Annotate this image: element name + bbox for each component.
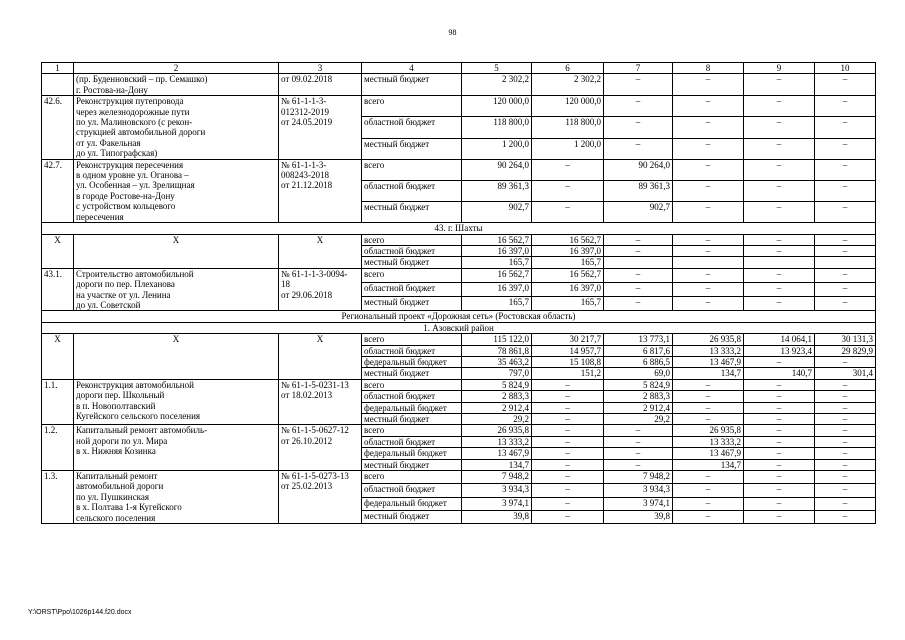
amount-cell: 3 934,3 [604,484,673,497]
amount-cell: 13 467,9 [462,448,532,459]
amount-cell: 29,2 [462,414,532,425]
amount-cell: 3 934,3 [462,484,532,497]
amount-cell: – [744,459,815,470]
amount-cell: – [815,448,876,459]
amount-cell: – [673,180,744,201]
amount-cell [744,257,815,268]
amount-cell: 6 817,6 [604,345,673,356]
amount-cell: – [673,117,744,138]
amount-cell: 39,8 [604,510,673,523]
amount-cell: – [532,484,604,497]
item-number: 1.1. [42,379,74,425]
amount-cell: – [673,96,744,117]
amount-cell: – [673,74,744,96]
amount-cell: 13 333,2 [462,436,532,447]
amount-cell: – [744,297,815,311]
section-title: 43. г. Шахты [42,223,876,234]
amount-cell: 2 883,3 [604,391,673,402]
amount-cell: – [744,201,815,222]
budget-source: федеральный бюджет [362,497,462,510]
amount-cell: – [532,497,604,510]
amount-cell: 16 397,0 [462,282,532,296]
amount-cell: – [532,201,604,222]
amount-cell: 151,2 [532,368,604,379]
header-cell: 1 [42,63,74,74]
item-name: Реконструкция автомобильной дороги пер. Школьный в п. Новополтавский Кугейского сельского поселения [74,379,279,425]
footer-file-path: Y:\ORST\Ppo\1026p144.f20.docx [28,609,132,616]
budget-source: местный бюджет [362,368,462,379]
amount-cell: 30 217,7 [532,334,604,345]
amount-cell: 165,7 [532,297,604,311]
header-cell: 3 [279,63,362,74]
item-number: Х [42,234,74,268]
page-number: 98 [448,28,457,37]
amount-cell: 165,7 [462,257,532,268]
amount-cell: 16 562,7 [462,234,532,245]
item-number: Х [42,334,74,380]
budget-source: местный бюджет [362,201,462,222]
amount-cell: – [815,234,876,245]
amount-cell: 165,7 [532,257,604,268]
item-document: от 09.02.2018 [279,74,362,96]
amount-cell: 14 064,1 [744,334,815,345]
amount-cell: 16 397,0 [532,282,604,296]
amount-cell: 301,4 [815,368,876,379]
amount-cell: – [604,245,673,256]
amount-cell: – [532,180,604,201]
amount-cell: 6 886,5 [604,356,673,367]
item-name: Капитальный ремонт автомобильной дороги по ул. Пушкинская в х. Полтава 1-я Кугейского сельского поселения [74,471,279,524]
amount-cell: – [815,74,876,96]
amount-cell: 7 948,2 [604,471,673,484]
amount-cell: – [673,379,744,390]
amount-cell: – [673,471,744,484]
item-document: № 61-1-1-3- 008243-2018 от 21.12.2018 [279,159,362,222]
amount-cell: – [744,268,815,282]
amount-cell: – [815,117,876,138]
item-document: № 61-1-1-3-0094- 18 от 29.06.2018 [279,268,362,311]
amount-cell: – [673,282,744,296]
section-row [42,223,876,234]
amount-cell: – [532,448,604,459]
budget-source: всего [362,425,462,436]
amount-cell: 30 131,3 [815,334,876,345]
amount-cell: – [815,379,876,390]
amount-cell: – [815,180,876,201]
amount-cell: 15 108,8 [532,356,604,367]
amount-cell: – [744,379,815,390]
header-cell: 4 [362,63,462,74]
amount-cell: – [532,436,604,447]
amount-cell: 16 397,0 [462,245,532,256]
budget-source: областной бюджет [362,436,462,447]
amount-cell: 13 923,4 [744,345,815,356]
header-cell: 7 [604,63,673,74]
amount-cell: 13 333,2 [673,436,744,447]
amount-cell: – [744,497,815,510]
amount-cell: – [673,201,744,222]
amount-cell: 26 935,8 [462,425,532,436]
table-row [42,379,876,390]
amount-cell: – [815,356,876,367]
amount-cell: 16 397,0 [532,245,604,256]
amount-cell: 78 861,8 [462,345,532,356]
amount-cell: 165,7 [462,297,532,311]
amount-cell: 16 562,7 [532,234,604,245]
amount-cell: – [744,96,815,117]
amount-cell: 35 463,2 [462,356,532,367]
amount-cell: – [532,425,604,436]
amount-cell: – [673,484,744,497]
item-document: Х [279,334,362,380]
budget-source: всего [362,471,462,484]
amount-cell: – [604,268,673,282]
amount-cell: – [673,138,744,159]
amount-cell: – [532,402,604,413]
amount-cell: 16 562,7 [462,268,532,282]
budget-source: местный бюджет [362,257,462,268]
budget-source: областной бюджет [362,117,462,138]
header-cell: 5 [462,63,532,74]
amount-cell: – [604,234,673,245]
amount-cell: 16 562,7 [532,268,604,282]
section-row [42,322,876,333]
amount-cell: 134,7 [673,459,744,470]
amount-cell: 5 824,9 [462,379,532,390]
amount-cell [604,257,673,268]
budget-source: федеральный бюджет [362,448,462,459]
amount-cell: – [532,159,604,180]
amount-cell: – [744,245,815,256]
amount-cell: 26 935,8 [673,425,744,436]
budget-source: областной бюджет [362,180,462,201]
amount-cell: – [532,459,604,470]
amount-cell: – [532,471,604,484]
budget-source: местный бюджет [362,510,462,523]
budget-source: всего [362,159,462,180]
amount-cell: 134,7 [673,368,744,379]
item-document: № 61-1-5-0273-13 от 25.02.2013 [279,471,362,524]
table-row [42,96,876,117]
table-row [42,268,876,282]
amount-cell: 13 773,1 [604,334,673,345]
amount-cell: – [604,436,673,447]
item-name: Строительство автомобильной дороги по пер. Плеханова на участке от ул. Ленина до ул. Советской [74,268,279,311]
amount-cell: – [815,201,876,222]
amount-cell: – [744,414,815,425]
item-number: 42.7. [42,159,74,222]
budget-source: всего [362,268,462,282]
amount-cell: – [532,414,604,425]
amount-cell: – [673,245,744,256]
amount-cell: – [673,497,744,510]
amount-cell: 797,0 [462,368,532,379]
amount-cell: – [604,74,673,96]
budget-source: областной бюджет [362,484,462,497]
table-row [42,334,876,345]
amount-cell: 902,7 [604,201,673,222]
amount-cell: 13 467,9 [673,448,744,459]
amount-cell: – [815,282,876,296]
amount-cell: – [744,471,815,484]
amount-cell: – [815,510,876,523]
budget-source: местный бюджет [362,459,462,470]
budget-source: местный бюджет [362,297,462,311]
amount-cell: – [815,459,876,470]
amount-cell: 902,7 [462,201,532,222]
amount-cell: 118 800,0 [532,117,604,138]
amount-cell: – [744,356,815,367]
amount-cell: 89 361,3 [604,180,673,201]
amount-cell: 13 333,2 [673,345,744,356]
table-row [42,159,876,180]
budget-source: всего [362,334,462,345]
amount-cell: 89 361,3 [462,180,532,201]
section-title: 1. Азовский район [42,322,876,333]
budget-source: всего [362,234,462,245]
amount-cell: – [815,436,876,447]
amount-cell: 120 000,0 [532,96,604,117]
budget-source: областной бюджет [362,391,462,402]
amount-cell: 115 122,0 [462,334,532,345]
amount-cell: – [815,138,876,159]
amount-cell: 90 264,0 [604,159,673,180]
amount-cell: – [604,459,673,470]
item-document: № 61-1-5-0231-13 от 18.02.2013 [279,379,362,425]
item-document: № 61-1-1-3- 012312-2019 от 24.05.2019 [279,96,362,159]
amount-cell: – [604,96,673,117]
amount-cell: 26 935,8 [673,334,744,345]
amount-cell: 29 829,9 [815,345,876,356]
amount-cell: – [673,510,744,523]
amount-cell: – [744,234,815,245]
item-name: Х [74,234,279,268]
budget-source: областной бюджет [362,282,462,296]
amount-cell: – [744,391,815,402]
amount-cell [815,257,876,268]
item-number: 42.6. [42,96,74,159]
amount-cell: – [673,234,744,245]
amount-cell: 3 974,1 [604,497,673,510]
amount-cell: – [673,414,744,425]
amount-cell [673,257,744,268]
header-cell: 6 [532,63,604,74]
amount-cell: 7 948,2 [462,471,532,484]
header-cell: 9 [744,63,815,74]
amount-cell: 69,0 [604,368,673,379]
amount-cell: – [673,402,744,413]
budget-source: всего [362,96,462,117]
amount-cell: 90 264,0 [462,159,532,180]
amount-cell: – [815,159,876,180]
header-cell: 2 [74,63,279,74]
table-row [42,74,876,96]
amount-cell: – [815,497,876,510]
table-body [42,63,876,524]
budget-source: областной бюджет [362,245,462,256]
header-row [42,63,876,74]
section-row [42,311,876,322]
amount-cell: – [744,436,815,447]
amount-cell: – [744,484,815,497]
amount-cell: 1 200,0 [462,138,532,159]
item-name: Х [74,334,279,380]
amount-cell: – [532,510,604,523]
amount-cell: 2 912,4 [604,402,673,413]
amount-cell: – [744,282,815,296]
amount-cell: 2 912,4 [462,402,532,413]
item-name: (пр. Буденновский – пр. Семашко) г. Ростова-на-Дону [74,74,279,96]
amount-cell: 5 824,9 [604,379,673,390]
budget-table [41,62,876,524]
amount-cell: – [532,379,604,390]
amount-cell: 120 000,0 [462,96,532,117]
amount-cell: 3 974,1 [462,497,532,510]
budget-source: федеральный бюджет [362,402,462,413]
amount-cell: – [744,510,815,523]
amount-cell: – [604,282,673,296]
amount-cell: – [744,74,815,96]
section-title: Региональный проект «Дорожная сеть» (Ростовская область) [42,311,876,322]
budget-source: областной бюджет [362,345,462,356]
item-name: Капитальный ремонт автомобиль- ной дороги по ул. Мира в х. Нижняя Козинка [74,425,279,471]
amount-cell: 39,8 [462,510,532,523]
amount-cell: – [744,159,815,180]
amount-cell: – [744,138,815,159]
item-document: Х [279,234,362,268]
amount-cell: 2 302,2 [532,74,604,96]
amount-cell: – [815,245,876,256]
amount-cell: – [532,391,604,402]
header-cell: 10 [815,63,876,74]
amount-cell: – [744,117,815,138]
amount-cell: – [815,268,876,282]
amount-cell: 29,2 [604,414,673,425]
amount-cell: 2 883,3 [462,391,532,402]
amount-cell: – [815,484,876,497]
amount-cell: – [815,96,876,117]
budget-source: всего [362,379,462,390]
amount-cell: – [673,297,744,311]
amount-cell: – [673,268,744,282]
amount-cell: 2 302,2 [462,74,532,96]
amount-cell: – [815,414,876,425]
item-number [42,74,74,96]
item-number: 1.2. [42,425,74,471]
amount-cell: – [604,448,673,459]
amount-cell: – [604,117,673,138]
budget-source: местный бюджет [362,74,462,96]
amount-cell: – [815,471,876,484]
amount-cell: 140,7 [744,368,815,379]
amount-cell: – [744,180,815,201]
amount-cell: – [673,159,744,180]
item-name: Реконструкция путепровода через железнодорожные пути по ул. Малиновского (с рекон- струкцией автомобильной дороги от ул. Факельная до ул. Типографская) [74,96,279,159]
amount-cell: – [744,425,815,436]
amount-cell: 13 467,9 [673,356,744,367]
amount-cell: – [604,297,673,311]
amount-cell: 14 957,7 [532,345,604,356]
amount-cell: – [815,391,876,402]
amount-cell: – [815,425,876,436]
amount-cell: 118 800,0 [462,117,532,138]
amount-cell: – [744,448,815,459]
table-row [42,425,876,436]
budget-source: местный бюджет [362,414,462,425]
amount-cell: – [744,402,815,413]
table-row [42,471,876,484]
header-cell: 8 [673,63,744,74]
amount-cell: – [815,297,876,311]
amount-cell: 1 200,0 [532,138,604,159]
item-document: № 61-1-5-0627-12 от 26.10.2012 [279,425,362,471]
amount-cell: – [604,138,673,159]
item-number: 1.3. [42,471,74,524]
amount-cell: – [604,425,673,436]
item-name: Реконструкция пересечения в одном уровне ул. Оганова – ул. Особенная – ул. Зрелищная в городе Ростове-на-Дону с устройством кольцевого пересечения [74,159,279,222]
amount-cell: 134,7 [462,459,532,470]
budget-source: местный бюджет [362,138,462,159]
table-row [42,234,876,245]
budget-source: федеральный бюджет [362,356,462,367]
amount-cell: – [673,391,744,402]
amount-cell: – [815,402,876,413]
item-number: 43.1. [42,268,74,311]
